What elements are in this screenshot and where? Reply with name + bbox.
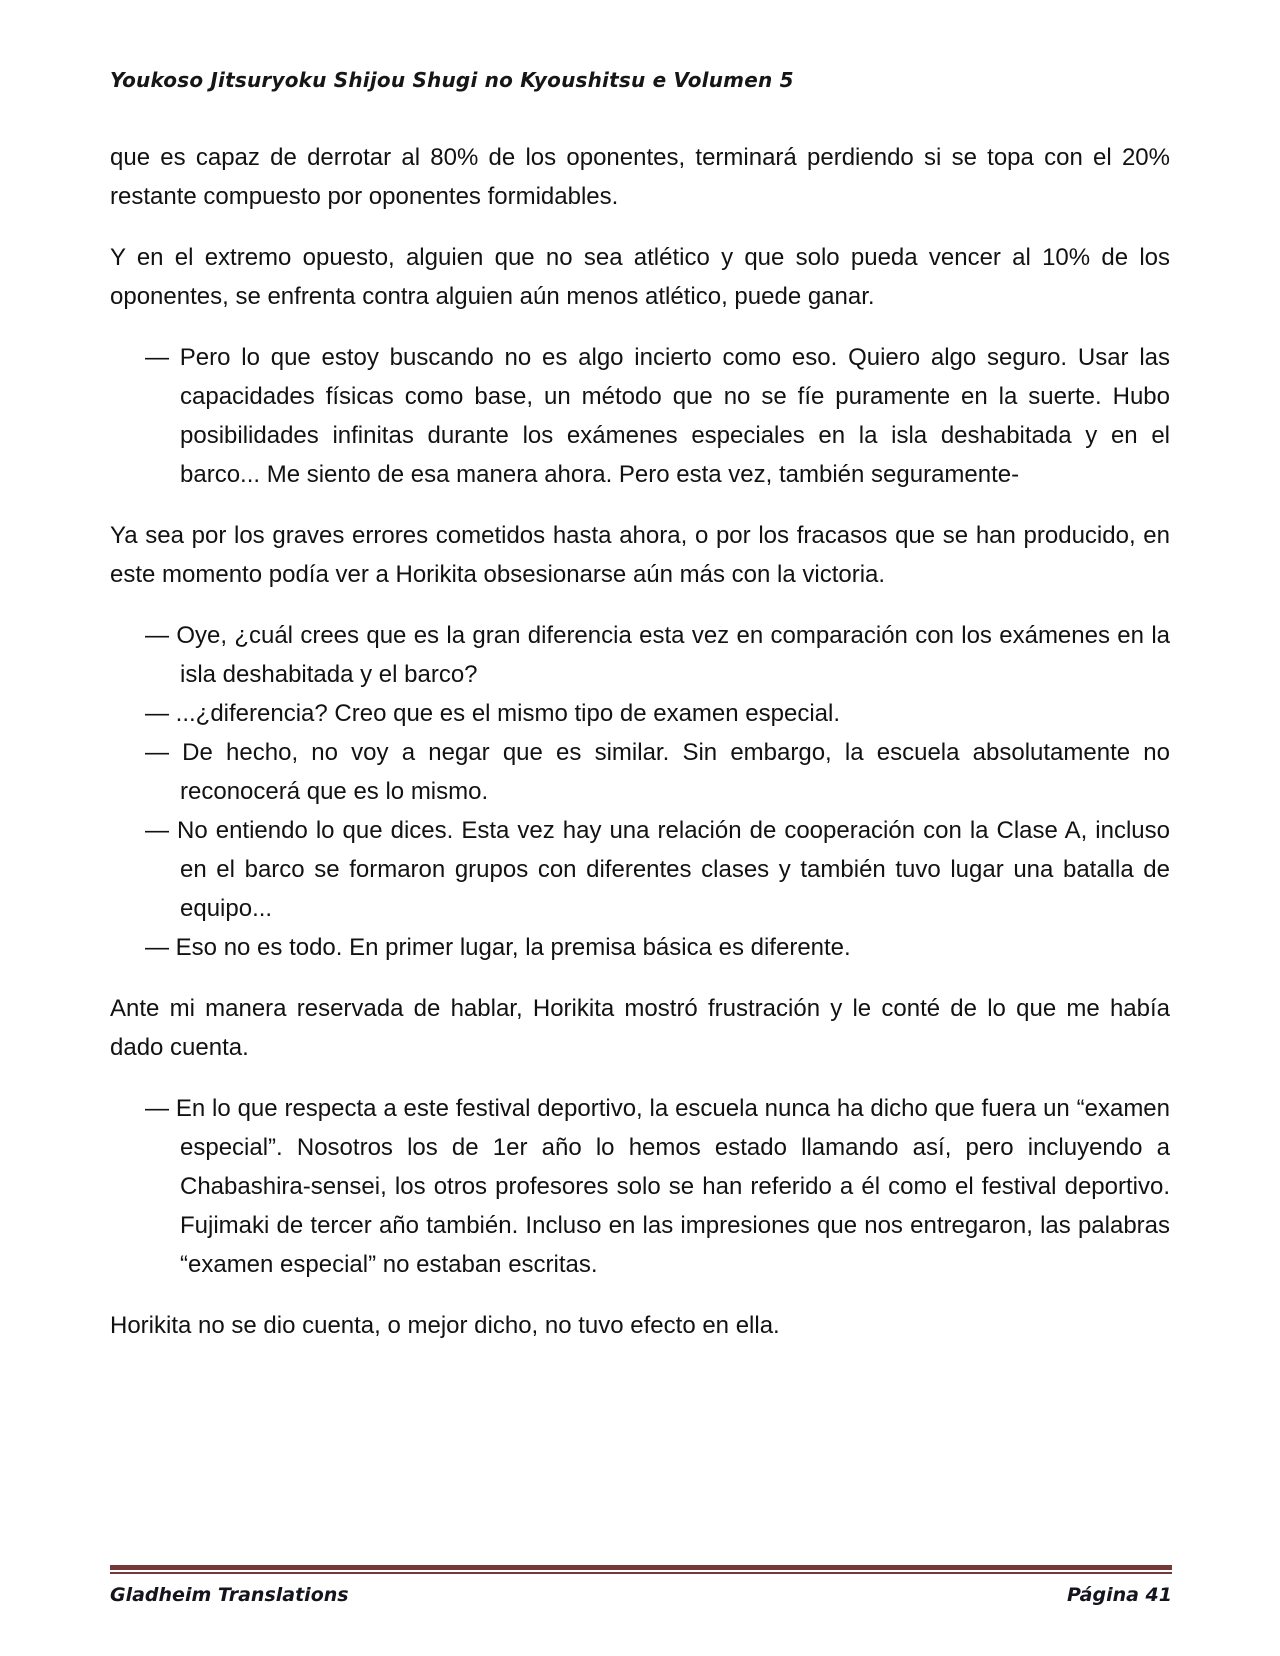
dialogue-group (110, 616, 1170, 967)
dialogue-paragraph: — Pero lo que estoy buscando no es algo incierto como eso. Quiero algo seguro. Usar las capacidades físicas como base, un método que no se fíe puramente en la suerte. Hubo posibilidades infinitas durante los exámenes especiales en la isla deshabitada y en el barco... Me siento de esa manera ahora. Pero esta vez, también seguramente- (145, 344, 1170, 488)
dialogue-line: — ...¿diferencia? Creo que es el mismo tipo de examen especial. (145, 700, 841, 727)
paragraph: Ante mi manera reservada de hablar, Horikita mostró frustración y le conté de lo que me había dado cuenta. (110, 995, 1170, 1061)
page-footer (110, 1565, 1172, 1606)
paragraph: Ya sea por los graves errores cometidos hasta ahora, o por los fracasos que se han producido, en este momento podía ver a Horikita obsesionarse aún más con la victoria. (110, 522, 1170, 588)
content (110, 138, 1170, 1345)
dialogue-line: — Oye, ¿cuál crees que es la gran diferencia esta vez en comparación con los exámenes en la isla deshabitada y el barco? (145, 622, 1170, 688)
footer-rule (110, 1565, 1172, 1574)
dialogue-paragraph: — En lo que respecta a este festival deportivo, la escuela nunca ha dicho que fuera un “examen especial”. Nosotros los de 1er año lo hemos estado llamando así, pero incluyendo a Chabashira-sensei, los otros profesores solo se han referido a él como el festival deportivo. Fujimaki de tercer año también. Incluso en las impresiones que nos entregaron, las palabras “examen especial” no estaban escritas. (145, 1095, 1170, 1278)
footer-page-number: Página 41 (1066, 1584, 1172, 1606)
dialogue-line: — Eso no es todo. En primer lugar, la premisa básica es diferente. (145, 934, 851, 961)
dialogue-line: — De hecho, no voy a negar que es similar. Sin embargo, la escuela absolutamente no reconocerá que es lo mismo. (145, 739, 1170, 805)
paragraph: que es capaz de derrotar al 80% de los oponentes, terminará perdiendo si se topa con el 20% restante compuesto por oponentes formidables. (110, 144, 1170, 210)
page-header-title: Youkoso Jitsuryoku Shijou Shugi no Kyoushitsu e Volumen 5 (110, 68, 794, 92)
paragraph: Y en el extremo opuesto, alguien que no sea atlético y que solo pueda vencer al 10% de los oponentes, se enfrenta contra alguien aún menos atlético, puede ganar. (110, 244, 1170, 310)
footer-translator: Gladheim Translations (110, 1584, 349, 1606)
paragraph: Horikita no se dio cuenta, o mejor dicho, no tuvo efecto en ella. (110, 1312, 780, 1339)
dialogue-line: — No entiendo lo que dices. Esta vez hay una relación de cooperación con la Clase A, incluso en el barco se formaron grupos con diferentes clases y también tuvo lugar una batalla de equipo... (145, 817, 1170, 922)
